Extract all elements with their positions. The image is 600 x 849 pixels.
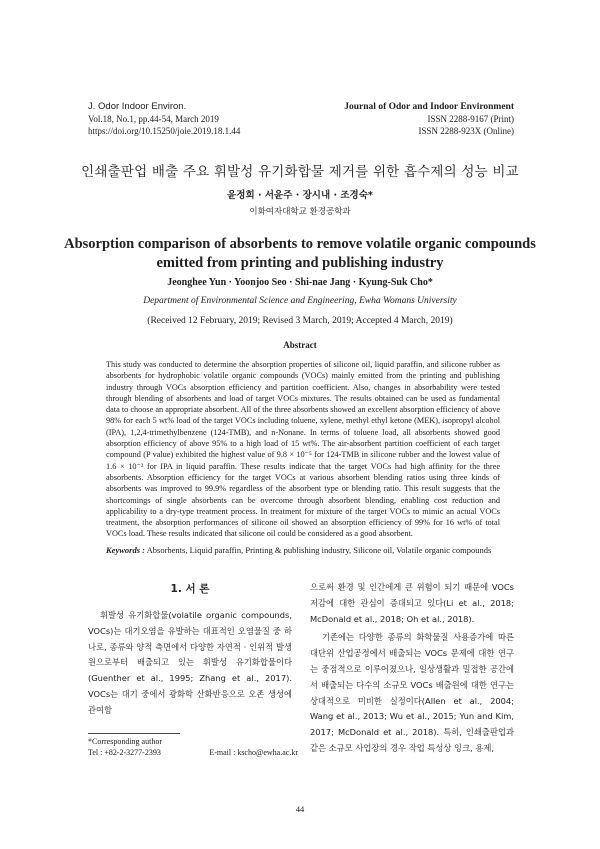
body-column-right: [310, 580, 514, 757]
corresponding-tel: Tel : +82-2-3277-2393: [88, 747, 161, 757]
corresponding-email[interactable]: E-mail : kscho@ewha.ac.kr: [209, 747, 298, 757]
keywords-text: Absorbents, Liquid paraffin, Printing & publishing industry, Silicone oil, Volatile organic compounds: [144, 545, 492, 555]
footnote: [88, 737, 298, 758]
korean-title: 인쇄출판업 배출 주요 휘발성 유기화합물 제거를 위한 흡수제의 성능 비교: [81, 164, 519, 180]
header-left: [88, 101, 240, 137]
english-authors: Jeonghee Yun · Yoonjoo Seo · Shi-nae Jang · Kyung-Suk Cho*: [167, 277, 433, 288]
journal-full-name: Journal of Odor and Indoor Environment: [344, 102, 514, 112]
footnote-divider: [88, 733, 180, 734]
abstract-text: This study was conducted to determine the absorption properties of silicone oil, liquid paraffin, and silicone rubber as absorbents for hydrophobic volatile organic compounds (VOCs) mainly emitted from the printing and publishing industry through VOCs absorption efficiency and partition coefficient. Also, changes in absorbability were tested through blending of absorbents and load of target VOCs mixtures. The results obtained can be used as fundamental data to choose an appropriate absorbent. All of the three absorbents showed an excellent absorption efficiency of above 98% for each 5 wt% load of the target VOCs including toluene, xylene, methyl ethyl ketone (MEK), isopropyl alcohol (IPA), 1,2,4-trimethylbenzene (124-TMB), and n-Nonane. In terms of toluene load, all absorbents showed good absorption efficiency of above 95% to a high load of 15 wt%. The air-absorbent partition coefficient of each target compound (P value) exhibited the highest value of 9.8 × 10⁻⁵ for 124-TMB in silicone rubber and the lowest value of 1.6 × 10⁻² for IPA in liquid paraffin. These results indicate that the target VOCs had high affinity for the three absorbents. Absorption efficiency for the target VOCs at various absorbent blending ratios using three kinds of absorbents was improved to 99.9% regardless of the absorbent type or blending ratio. This result suggests that the shortcomings of single absorbents can be overcome through absorbent blending, enabling cost reduction and applicability to a dry-type treatment process. In treatment for mixture of the target VOCs to mimic an actual VOCs treatment, the absorption performances of silicone oil showed an absorption efficiency of 99% for 16 wt% of total VOCs load. These results indicated that silicone oil could be considered as a good absorbent.: [106, 360, 500, 539]
intro-paragraph-1-continued: 으로써 환경 및 인간에게 큰 위험이 되기 때문에 VOCs 저감에 대한 관심이 증대되고 있다(Li et al., 2018; McDonald et al., 2018; Oh et al., 2018).: [310, 582, 514, 624]
doi-link[interactable]: https://doi.org/10.15250/joie.2019.18.1.44: [88, 126, 241, 136]
page-number: 44: [295, 804, 305, 814]
keywords-label: Keywords :: [106, 545, 145, 555]
english-affiliation: Department of Environmental Science and Engineering, Ewha Womans University: [143, 296, 457, 306]
korean-affiliation: 이화여자대학교 환경공학과: [249, 207, 351, 217]
journal-short-name: J. Odor Indoor Environ.: [88, 101, 187, 112]
intro-paragraph-1: 휘발성 유기화합물(volatile organic compounds, VOCs)는 대기오염을 유발하는 대표적인 오염물질 중 하나로, 종류와 양적 측면에서 다양한 자연적 · 인위적 발생원으로부터 배출되고 있는 휘발성 유기화합물이다 (Guenther et al., 1995; Zhang et al., 2017). VOCs는 대기 중에서 광화학 산화반응으로 오존 생성에 관여함: [88, 610, 292, 715]
abstract-heading: Abstract: [283, 340, 317, 350]
issn-online: ISSN 2288-923X (Online): [418, 126, 514, 136]
issn-print: ISSN 2288-9167 (Print): [427, 114, 514, 124]
corresponding-author-label: *Corresponding author: [88, 737, 162, 746]
english-title: Absorption comparison of absorbents to remove volatile organic compounds emitted from printing and publishing industry: [64, 236, 536, 271]
body-column-left: [88, 582, 292, 719]
submission-dates: (Received 12 February, 2019; Revised 3 March, 2019; Accepted 4 March, 2019): [147, 316, 453, 326]
volume-line: Vol.18, No.1, pp.44-54, March 2019: [88, 114, 219, 124]
keywords: [106, 545, 526, 555]
korean-authors: 윤정희 · 서윤주 · 장시내 · 조경숙*: [227, 190, 373, 201]
header-right: [344, 101, 514, 137]
intro-paragraph-2: 기존에는 다양한 종류의 화학물질 사용증가에 따른 대단위 산업공정에서 배출되는 VOCs 문제에 대한 연구는 중점적으로 이루어졌으나, 일상생활과 밀접한 공간에서 배출되는 다수의 소규모 VOCs 배출원에 대한 연구는 상대적으로 미비한 실정이다(Allen et al., 2004; Wang et al., 2013; Wu et al., 2015; Yun and Kim, 2017; McDonald et al., 2018). 특히, 인쇄출판업과 같은 소규모 사업장의 경우 작업 특성상 잉크, 용제,: [310, 632, 514, 753]
section-heading-introduction: 1. 서 론: [170, 583, 210, 595]
